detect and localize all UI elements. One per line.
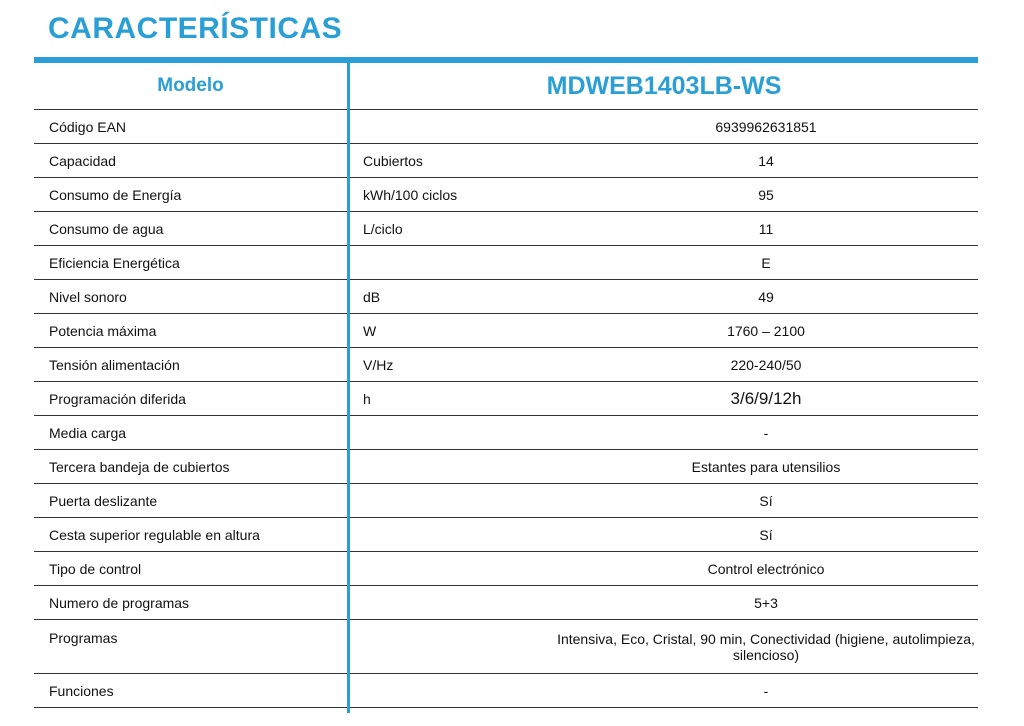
spec-name: Funciones xyxy=(49,682,114,699)
spec-value: 6939962631851 xyxy=(715,118,817,135)
spec-unit: V/Hz xyxy=(363,356,394,373)
spec-value: Sí xyxy=(759,526,773,543)
table-row xyxy=(34,484,978,518)
spec-value: Intensiva, Eco, Cristal, 90 min, Conectividad (higiene, autolimpieza, silencioso) xyxy=(557,630,975,663)
spec-name: Capacidad xyxy=(49,152,116,169)
spec-value: Sí xyxy=(759,492,773,509)
spec-name: Puerta deslizante xyxy=(49,492,158,509)
spec-value: E xyxy=(761,254,771,271)
spec-name: Consumo de Energía xyxy=(49,186,182,203)
spec-unit xyxy=(363,110,553,143)
spec-unit: Cubiertos xyxy=(363,152,423,169)
spec-value: 95 xyxy=(758,186,774,203)
table-row xyxy=(34,348,978,382)
spec-value: 49 xyxy=(758,288,774,305)
spec-value: 220-240/50 xyxy=(730,356,802,373)
spec-unit: W xyxy=(363,322,377,339)
spec-value: Estantes para utensilios xyxy=(691,458,841,475)
spec-name: Potencia máxima xyxy=(49,322,157,339)
spec-name: Tercera bandeja de cubiertos xyxy=(49,458,230,475)
spec-name: Tensión alimentación xyxy=(49,356,180,373)
table-header xyxy=(34,63,978,110)
spec-name: Numero de programas xyxy=(49,594,190,611)
spec-unit xyxy=(363,620,553,673)
table-row xyxy=(34,416,978,450)
table-row xyxy=(34,674,978,708)
table-row xyxy=(34,314,978,348)
table-row xyxy=(34,110,978,144)
spec-table xyxy=(34,110,978,708)
page-title: CARACTERÍSTICAS xyxy=(48,12,343,45)
spec-unit xyxy=(363,586,553,619)
spec-unit xyxy=(363,518,553,551)
spec-unit xyxy=(363,484,553,517)
spec-name: Programación diferida xyxy=(49,390,186,407)
spec-unit xyxy=(363,246,553,279)
table-row xyxy=(34,518,978,552)
table-row xyxy=(34,586,978,620)
spec-value: 14 xyxy=(758,152,774,169)
spec-value: 1760 – 2100 xyxy=(727,322,805,339)
column-divider xyxy=(347,63,350,713)
table-row xyxy=(34,144,978,178)
spec-unit: L/ciclo xyxy=(363,220,403,237)
spec-value: 11 xyxy=(758,220,774,237)
spec-value: - xyxy=(763,424,769,441)
spec-value: Control electrónico xyxy=(707,560,825,577)
spec-unit xyxy=(363,552,553,585)
spec-name: Tipo de control xyxy=(49,560,142,577)
spec-name: Programas xyxy=(49,630,118,646)
table-row xyxy=(34,382,978,416)
spec-unit xyxy=(363,416,553,449)
spec-name: Código EAN xyxy=(49,118,127,135)
spec-unit: dB xyxy=(363,288,381,305)
spec-name: Eficiencia Energética xyxy=(49,254,180,271)
spec-name: Media carga xyxy=(49,424,127,441)
spec-unit: kWh/100 ciclos xyxy=(363,186,458,203)
table-row xyxy=(34,178,978,212)
spec-name: Cesta superior regulable en altura xyxy=(49,526,260,543)
table-row xyxy=(34,450,978,484)
spec-value: 3/6/9/12h xyxy=(730,388,802,408)
spec-name: Consumo de agua xyxy=(49,220,164,237)
spec-name: Nivel sonoro xyxy=(49,288,127,305)
table-row xyxy=(34,552,978,586)
spec-unit xyxy=(363,674,553,707)
spec-unit xyxy=(363,450,553,483)
model-label: Modelo xyxy=(157,75,224,96)
table-row xyxy=(34,280,978,314)
spec-unit: h xyxy=(363,390,371,407)
spec-value: - xyxy=(763,682,769,699)
table-row xyxy=(34,212,978,246)
spec-value: 5+3 xyxy=(754,594,778,611)
table-row xyxy=(34,246,978,280)
table-row xyxy=(34,620,978,674)
model-name: MDWEB1403LB-WS xyxy=(546,72,782,100)
